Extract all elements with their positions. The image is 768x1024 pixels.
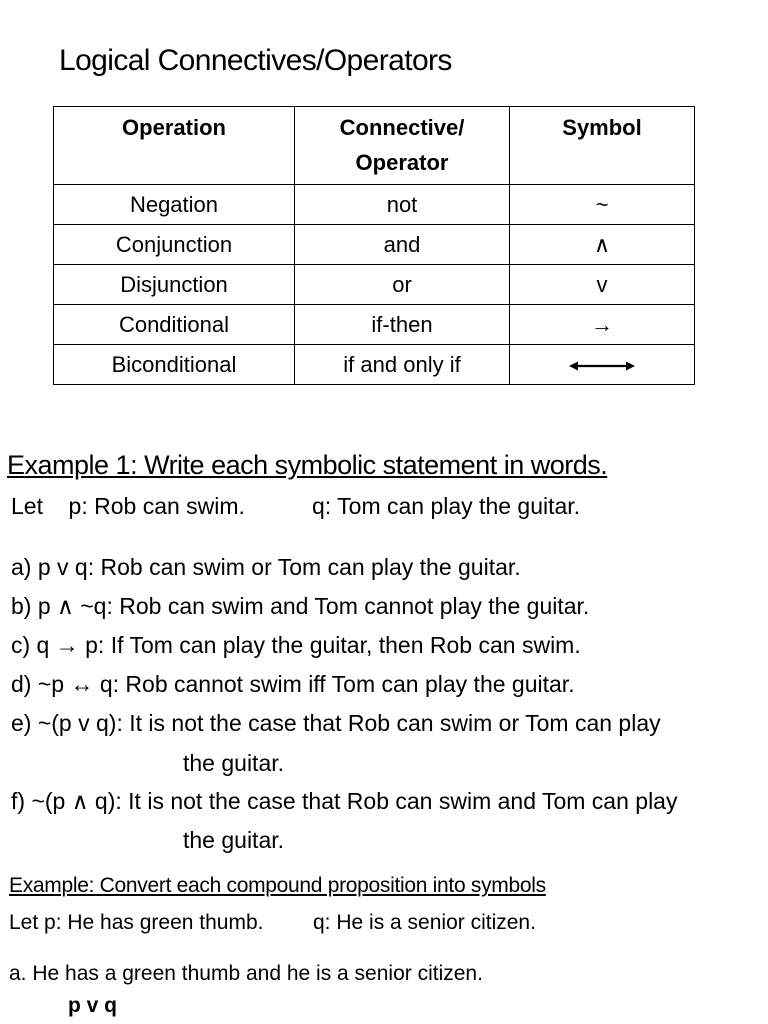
- cell-operation: Conditional: [54, 305, 295, 345]
- example1-item-e-line2: the guitar.: [183, 750, 285, 776]
- example2-let-p: Let p: He has green thumb.: [9, 911, 264, 934]
- cell-operation: Negation: [54, 185, 295, 225]
- table-row: [54, 265, 695, 305]
- example1-let-line: [11, 493, 581, 520]
- table-header-row: [54, 107, 695, 185]
- cell-operation: Disjunction: [54, 265, 295, 305]
- cell-operation: Biconditional: [54, 345, 295, 385]
- connectives-table: [53, 106, 695, 385]
- cell-connective: or: [295, 265, 510, 305]
- cell-symbol: →: [510, 305, 695, 345]
- example1-item-f-line1: f) ~(p ∧ q): It is not the case that Rob can swim and Tom can play: [11, 788, 678, 814]
- header-symbol: Symbol: [510, 107, 695, 185]
- example2-let-q: q: He is a senior citizen.: [313, 911, 536, 934]
- header-connective-line2: Operator: [355, 150, 449, 175]
- example1-item-a: a) p v q: Rob can swim or Tom can play the guitar.: [11, 554, 521, 580]
- cell-symbol: ~: [510, 185, 695, 225]
- header-connective-line1: Connective/: [339, 115, 465, 140]
- header-connective: [295, 107, 510, 185]
- table-row: [54, 225, 695, 265]
- example1-item-e-line1: e) ~(p v q): It is not the case that Rob can swim or Tom can play: [11, 710, 661, 736]
- table-row: [54, 185, 695, 225]
- cell-symbol: v: [510, 265, 695, 305]
- example2-heading: Example: Convert each compound proposition into symbols: [9, 874, 546, 897]
- cell-symbol: [510, 345, 695, 385]
- example2-answer-a: p v q: [68, 994, 118, 1017]
- header-operation: Operation: [54, 107, 295, 185]
- page-title: Logical Connectives/Operators: [59, 44, 452, 77]
- cell-operation: Conjunction: [54, 225, 295, 265]
- cell-connective: not: [295, 185, 510, 225]
- example1-item-c: c) q → p: If Tom can play the guitar, then Rob can swim.: [11, 632, 581, 658]
- example1-let-p: Let p: Rob can swim.: [11, 493, 245, 519]
- cell-connective: if-then: [295, 305, 510, 345]
- double-arrow-icon: [569, 360, 635, 372]
- example1-heading: Example 1: Write each symbolic statement in words.: [7, 450, 608, 480]
- example1-item-d: d) ~p ↔ q: Rob cannot swim iff Tom can play the guitar.: [11, 671, 575, 697]
- table-row: [54, 345, 695, 385]
- cell-symbol: ∧: [510, 225, 695, 265]
- example2-item-a: a. He has a green thumb and he is a senior citizen.: [9, 962, 483, 985]
- example1-let-q: q: Tom can play the guitar.: [312, 493, 581, 519]
- table-row: [54, 305, 695, 345]
- example1-item-b: b) p ∧ ~q: Rob can swim and Tom cannot play the guitar.: [11, 593, 590, 619]
- cell-connective: if and only if: [295, 345, 510, 385]
- example1-item-f-line2: the guitar.: [183, 827, 285, 853]
- cell-connective: and: [295, 225, 510, 265]
- example2-let-line: [9, 911, 536, 935]
